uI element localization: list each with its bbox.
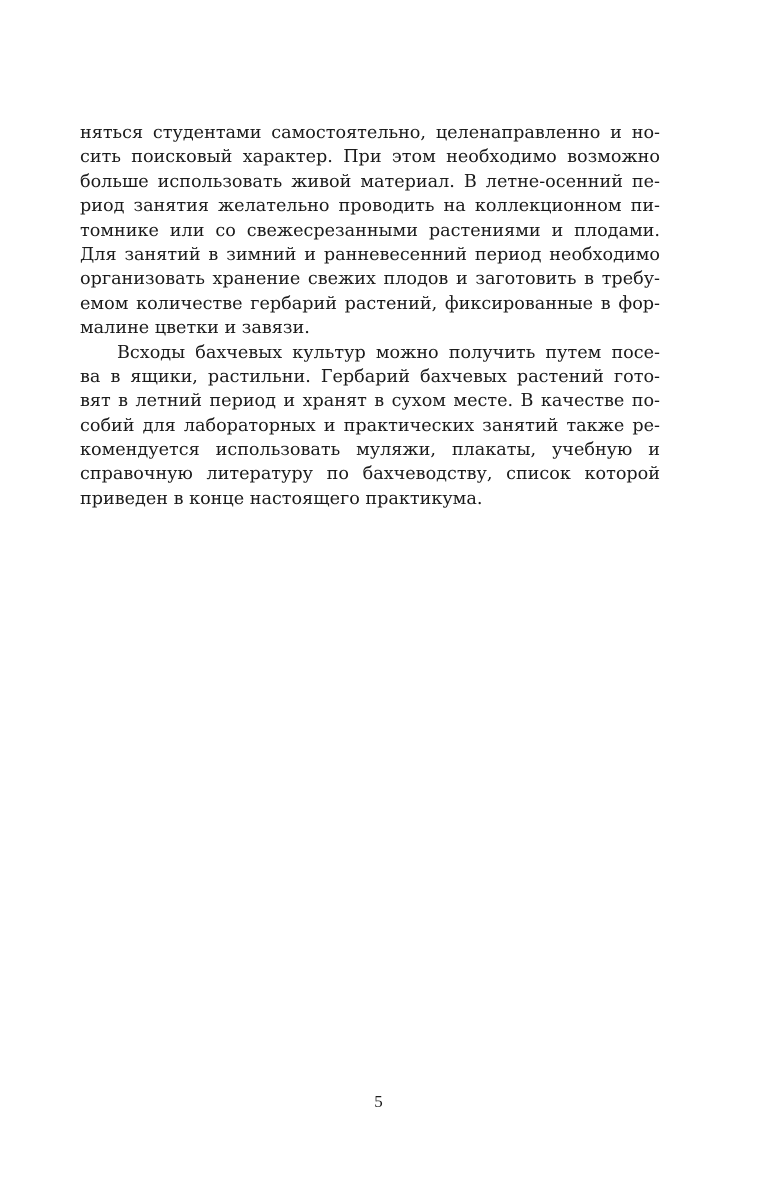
text-line: риод занятия желательно проводить на коллекционном пи- (80, 196, 660, 217)
text-line: больше использовать живой материал. В летне-осенний пе- (80, 171, 660, 192)
paragraph-2 (80, 341, 660, 512)
text-line: сить поисковый характер. При этом необходимо возможно (80, 147, 660, 168)
text-line: малине цветки и завязи. (80, 318, 310, 339)
text-line: Для занятий в зимний и ранневесенний период необходимо (80, 244, 660, 265)
text-line: комендуется использовать муляжи, плакаты, учебную и (80, 440, 660, 461)
paragraph-1 (80, 121, 660, 341)
text-line: приведен в конце настоящего практикума. (80, 488, 483, 509)
page-number: 5 (374, 1092, 383, 1111)
text-line: собий для лабораторных и практических занятий также ре- (80, 415, 660, 436)
text-line: организовать хранение свежих плодов и заготовить в требу- (80, 269, 660, 290)
text-line: томнике или со свежесрезанными растениями и плодами. (80, 220, 660, 241)
text-line: няться студентами самостоятельно, целенаправленно и но- (80, 123, 660, 143)
text-line: ва в ящики, растильни. Гербарий бахчевых растений гото- (80, 366, 660, 387)
text-line: емом количестве гербарий растений, фиксированные в фор- (80, 293, 660, 314)
body-text (80, 121, 660, 511)
text-line: Всходы бахчевых культур можно получить путем посе- (117, 342, 660, 363)
text-line: справочную литературу по бахчеводству, список которой (80, 464, 660, 485)
text-line: вят в летний период и хранят в сухом месте. В качестве по- (80, 391, 660, 412)
